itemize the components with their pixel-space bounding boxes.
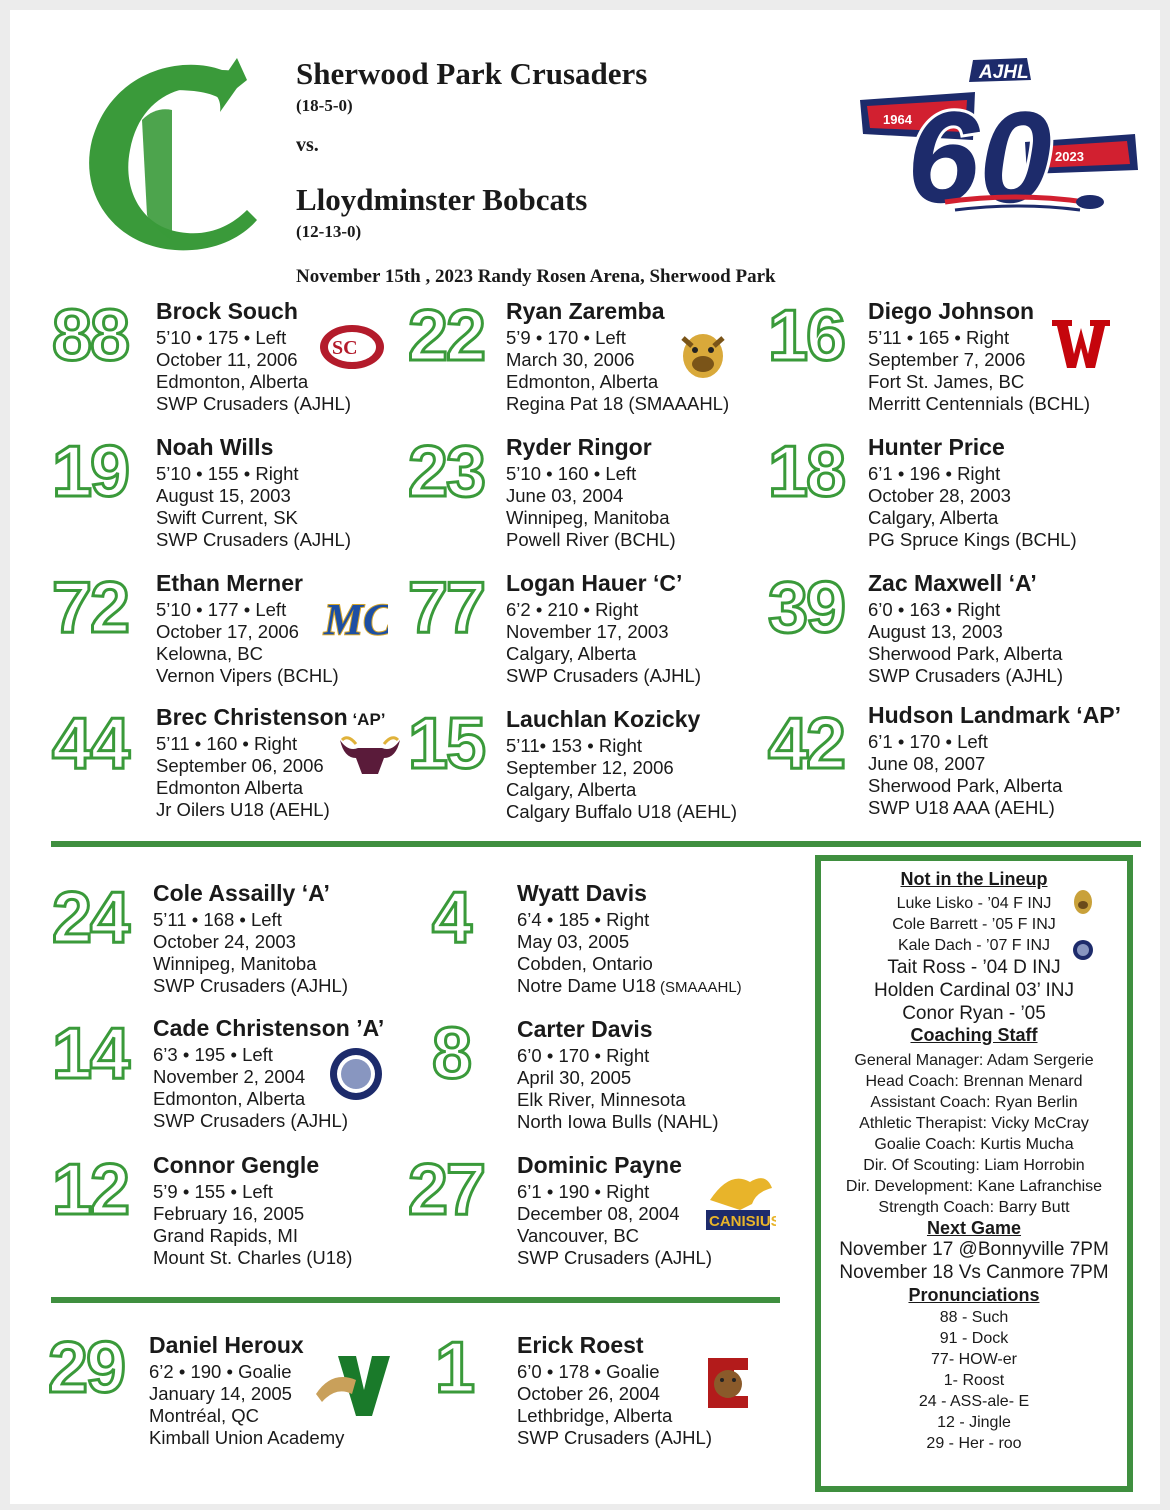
player-hometown: Calgary, Alberta bbox=[506, 779, 637, 800]
player-stats: 6’1 • 196 • Right bbox=[868, 463, 1001, 484]
player-stats: 5’11 • 168 • Left bbox=[153, 909, 282, 930]
next-game-item: November 18 Vs Canmore 7PM bbox=[839, 1262, 1109, 1283]
player-stats: 5’11 • 160 • Right bbox=[156, 733, 298, 754]
player-birthdate: December 08, 2004 bbox=[517, 1203, 680, 1224]
player-stats: 6’2 • 210 • Right bbox=[506, 599, 639, 620]
player-stats: 6’2 • 190 • Goalie bbox=[149, 1361, 292, 1382]
home-team-record: (18-5-0) bbox=[296, 96, 353, 115]
player-name: Cole Assailly ‘A’ bbox=[153, 880, 330, 906]
player-previous-team: SWP Crusaders (AJHL) bbox=[517, 1427, 712, 1448]
player-name: Diego Johnson bbox=[868, 298, 1035, 324]
coaching-staff-title: Coaching Staff bbox=[910, 1025, 1038, 1045]
ajhl-start-year: 1964 bbox=[883, 112, 912, 127]
versus-label: vs. bbox=[296, 134, 319, 156]
cornell-icon bbox=[694, 1350, 762, 1421]
player-hometown: Swift Current, SK bbox=[156, 507, 298, 528]
player-stats: 6’0 • 170 • Right bbox=[517, 1045, 650, 1066]
player-birthdate: March 30, 2006 bbox=[506, 349, 635, 370]
player-previous-team: Vernon Vipers (BCHL) bbox=[156, 665, 339, 686]
ajhl-end-year: 2023 bbox=[1055, 149, 1084, 164]
player-name: Dominic Payne bbox=[517, 1152, 682, 1178]
player-previous-team: SWP Crusaders (AJHL) bbox=[156, 529, 351, 550]
player-birthdate: February 16, 2005 bbox=[153, 1203, 305, 1224]
bulldog-icon bbox=[678, 328, 728, 387]
away-team-name: Lloydminster Bobcats bbox=[296, 182, 588, 217]
player-stats: 6’0 • 163 • Right bbox=[868, 599, 1001, 620]
player-name: Zac Maxwell ‘A’ bbox=[868, 570, 1037, 596]
player-name: Hudson Landmark ‘AP’ bbox=[868, 702, 1122, 728]
player-birthdate: October 17, 2006 bbox=[156, 621, 299, 642]
player-hometown: Winnipeg, Manitoba bbox=[506, 507, 670, 528]
player-name: Cade Christenson ’A’ bbox=[153, 1015, 385, 1041]
penn-state-mini-icon bbox=[1071, 938, 1095, 962]
player-name: Logan Hauer ‘C’ bbox=[506, 570, 683, 596]
pronunciation: 77- HOW-er bbox=[931, 1351, 1017, 1368]
pronunciation: 1- Roost bbox=[943, 1372, 1005, 1389]
player-birthdate: October 11, 2006 bbox=[156, 349, 298, 370]
player-stats: 5’10 • 160 • Left bbox=[506, 463, 637, 484]
jersey-number: 23 bbox=[408, 432, 485, 512]
player-birthdate: November 2, 2004 bbox=[153, 1066, 306, 1087]
staff-member: General Manager: Adam Sergerie bbox=[854, 1052, 1094, 1069]
goalie-divider bbox=[51, 1297, 780, 1303]
jersey-number: 12 bbox=[52, 1150, 129, 1230]
injured-player: Luke Lisko - ’04 F INJ bbox=[896, 895, 1052, 912]
injured-player: Cole Barrett - ’05 F INJ bbox=[892, 916, 1056, 933]
player-hometown: Edmonton, Alberta bbox=[506, 371, 659, 392]
player-previous-team: Merritt Centennials (BCHL) bbox=[868, 393, 1091, 414]
player-previous-team: SWP Crusaders (AJHL) bbox=[153, 975, 348, 996]
player-birthdate: November 17, 2003 bbox=[506, 621, 669, 642]
player-name: Ryan Zaremba bbox=[506, 298, 665, 324]
jersey-number: 27 bbox=[408, 1150, 485, 1230]
player-hometown: Lethbridge, Alberta bbox=[517, 1405, 673, 1426]
player-previous-team: Jr Oilers U18 (AEHL) bbox=[156, 799, 330, 820]
player-stats: 6’0 • 178 • Goalie bbox=[517, 1361, 660, 1382]
player-name: Carter Davis bbox=[517, 1016, 653, 1042]
jersey-number: 72 bbox=[52, 568, 129, 648]
staff-member: Athletic Therapist: Vicky McCray bbox=[859, 1115, 1089, 1132]
player-hometown: Vancouver, BC bbox=[517, 1225, 640, 1246]
bulldog-mini-icon bbox=[1071, 887, 1095, 917]
player-stats: 5’9 • 155 • Left bbox=[153, 1181, 273, 1202]
canisius-icon bbox=[700, 1170, 776, 1245]
svg-text:SC: SC bbox=[332, 337, 358, 359]
staff-member: Strength Coach: Barry Butt bbox=[878, 1199, 1070, 1216]
player-hometown: Sherwood Park, Alberta bbox=[868, 643, 1063, 664]
jersey-number: 44 bbox=[52, 704, 129, 784]
jersey-number: 16 bbox=[768, 296, 845, 376]
player-stats: 6’3 • 195 • Left bbox=[153, 1044, 273, 1065]
jersey-number: 4 bbox=[432, 878, 471, 958]
wisconsin-icon bbox=[1050, 316, 1112, 377]
jersey-number: 24 bbox=[52, 878, 129, 958]
player-previous-team: Mount St. Charles (U18) bbox=[153, 1247, 353, 1268]
player-stats: 5’9 • 170 • Left bbox=[506, 327, 626, 348]
player-previous-team: Kimball Union Academy bbox=[149, 1427, 345, 1448]
player-birthdate: August 13, 2003 bbox=[868, 621, 1003, 642]
player-previous-team: Powell River (BCHL) bbox=[506, 529, 676, 550]
ajhl-brand: AJHL bbox=[979, 62, 1029, 83]
player-previous-team: PG Spruce Kings (BCHL) bbox=[868, 529, 1077, 550]
jersey-number: 42 bbox=[768, 704, 845, 784]
player-stats: 5’10 • 155 • Right bbox=[156, 463, 299, 484]
jersey-number: 19 bbox=[52, 432, 129, 512]
staff-member: Assistant Coach: Ryan Berlin bbox=[870, 1094, 1078, 1111]
player-stats: 6’1 • 190 • Right bbox=[517, 1181, 650, 1202]
next-game-title: Next Game bbox=[926, 1218, 1022, 1238]
player-previous-team: SWP Crusaders (AJHL) bbox=[868, 665, 1063, 686]
player-hometown: Edmonton Alberta bbox=[156, 777, 304, 798]
vermont-icon bbox=[312, 1350, 392, 1425]
svg-text:MC: MC bbox=[324, 595, 388, 642]
player-hometown: Montréal, QC bbox=[149, 1405, 260, 1426]
player-hometown: Edmonton, Alberta bbox=[156, 371, 309, 392]
jersey-number: 1 bbox=[435, 1328, 474, 1408]
staff-member: Head Coach: Brennan Menard bbox=[865, 1073, 1083, 1090]
jersey-number: 8 bbox=[432, 1014, 471, 1094]
player-name: Brec Christenson ‘AP’ bbox=[156, 704, 386, 730]
jersey-number: 22 bbox=[408, 296, 485, 376]
player-hometown: Kelowna, BC bbox=[156, 643, 263, 664]
player-previous-team: SWP U18 AAA (AEHL) bbox=[868, 797, 1055, 818]
pronunciation: 12 - Jingle bbox=[937, 1414, 1011, 1431]
jersey-number: 77 bbox=[408, 568, 485, 648]
player-previous-team: Calgary Buffalo U18 (AEHL) bbox=[506, 801, 738, 822]
injured-player: Tait Ross - ’04 D INJ bbox=[887, 957, 1061, 978]
pronunciation: 91 - Dock bbox=[939, 1330, 1009, 1347]
player-stats: 6’4 • 185 • Right bbox=[517, 909, 650, 930]
player-previous-team: Regina Pat 18 (SMAAAHL) bbox=[506, 393, 730, 414]
section-divider bbox=[51, 841, 1141, 847]
lineup-sheet bbox=[10, 10, 1160, 1504]
jersey-number: 14 bbox=[52, 1014, 129, 1094]
player-birthdate: January 14, 2005 bbox=[149, 1383, 292, 1404]
player-stats: 6’1 • 170 • Left bbox=[868, 731, 988, 752]
pronunciation: 24 - ASS-ale- E bbox=[918, 1393, 1030, 1410]
jersey-number: 18 bbox=[768, 432, 845, 512]
player-previous-team: SWP Crusaders (AJHL) bbox=[153, 1110, 348, 1131]
player-name: Ryder Ringor bbox=[506, 434, 652, 460]
crusaders-c-logo bbox=[72, 50, 272, 260]
pronunciation: 29 - Her - roo bbox=[926, 1435, 1022, 1452]
player-hometown: Fort St. James, BC bbox=[868, 371, 1025, 392]
st-cloud-icon bbox=[318, 322, 386, 377]
player-hometown: Sherwood Park, Alberta bbox=[868, 775, 1063, 796]
player-stats: 5’10 • 175 • Left bbox=[156, 327, 287, 348]
player-stats: 5’11• 153 • Right bbox=[506, 735, 643, 756]
ajhl-sixty: 60 bbox=[907, 84, 1052, 222]
staff-member: Goalie Coach: Kurtis Mucha bbox=[874, 1136, 1074, 1153]
injured-player: Holden Cardinal 03’ INJ bbox=[874, 980, 1074, 1001]
player-birthdate: August 15, 2003 bbox=[156, 485, 291, 506]
jersey-number: 88 bbox=[52, 296, 129, 376]
player-hometown: Elk River, Minnesota bbox=[517, 1089, 686, 1110]
player-previous-team: North Iowa Bulls (NAHL) bbox=[517, 1111, 719, 1132]
staff-member: Dir. Of Scouting: Liam Horrobin bbox=[863, 1157, 1085, 1174]
not-in-lineup-title: Not in the Lineup bbox=[900, 869, 1048, 889]
player-name: Noah Wills bbox=[156, 434, 274, 460]
svg-text:CANISIUS: CANISIUS bbox=[709, 1213, 776, 1230]
player-hometown: Edmonton, Alberta bbox=[153, 1088, 306, 1109]
injured-player: Conor Ryan - ’05 bbox=[902, 1003, 1046, 1024]
player-previous-team: SWP Crusaders (AJHL) bbox=[517, 1247, 712, 1268]
player-birthdate: June 03, 2004 bbox=[506, 485, 624, 506]
player-name: Ethan Merner bbox=[156, 570, 303, 596]
player-birthdate: June 08, 2007 bbox=[868, 753, 986, 774]
player-name: Erick Roest bbox=[517, 1332, 644, 1358]
next-game-item: November 17 @Bonnyville 7PM bbox=[839, 1239, 1109, 1260]
away-team-record: (12-13-0) bbox=[296, 222, 362, 241]
pronunciations-title: Pronunciations bbox=[908, 1285, 1040, 1305]
game-info: November 15th , 2023 Randy Rosen Arena, Sherwood Park bbox=[296, 266, 776, 287]
penn-state-icon bbox=[328, 1046, 384, 1107]
player-birthdate: September 12, 2006 bbox=[506, 757, 674, 778]
player-birthdate: October 24, 2003 bbox=[153, 931, 296, 952]
player-name: Wyatt Davis bbox=[517, 880, 647, 906]
player-birthdate: September 7, 2006 bbox=[868, 349, 1026, 370]
player-name: Lauchlan Kozicky bbox=[506, 706, 701, 732]
player-hometown: Grand Rapids, MI bbox=[153, 1225, 298, 1246]
player-stats: 5’10 • 177 • Left bbox=[156, 599, 287, 620]
player-birthdate: April 30, 2005 bbox=[517, 1067, 632, 1088]
player-role-tag: ‘AP’ bbox=[347, 710, 386, 729]
player-name: Connor Gengle bbox=[153, 1152, 320, 1178]
player-hometown: Cobden, Ontario bbox=[517, 953, 653, 974]
jersey-number: 15 bbox=[408, 704, 485, 784]
player-birthdate: October 28, 2003 bbox=[868, 485, 1011, 506]
player-birthdate: May 03, 2005 bbox=[517, 931, 630, 952]
player-name: Brock Souch bbox=[156, 298, 298, 324]
mc-icon bbox=[322, 592, 388, 647]
player-name: Daniel Heroux bbox=[149, 1332, 304, 1358]
injured-player: Kale Dach - ’07 F INJ bbox=[897, 937, 1051, 954]
ajhl-60-logo bbox=[855, 52, 1140, 222]
player-previous-team: Notre Dame U18 (SMAAAHL) bbox=[517, 975, 742, 996]
player-birthdate: October 26, 2004 bbox=[517, 1383, 660, 1404]
player-stats: 5’11 • 165 • Right bbox=[868, 327, 1010, 348]
player-name: Hunter Price bbox=[868, 434, 1005, 460]
info-sidebar bbox=[815, 855, 1133, 1492]
player-birthdate: September 06, 2006 bbox=[156, 755, 324, 776]
staff-member: Dir. Development: Kane Lafranchise bbox=[845, 1178, 1103, 1195]
player-hometown: Calgary, Alberta bbox=[868, 507, 999, 528]
home-team-name: Sherwood Park Crusaders bbox=[296, 56, 648, 91]
player-previous-team: SWP Crusaders (AJHL) bbox=[156, 393, 351, 414]
bull-icon bbox=[338, 730, 402, 783]
pronunciation: 88 - Such bbox=[939, 1309, 1009, 1326]
jersey-number: 39 bbox=[768, 568, 845, 648]
jersey-number: 29 bbox=[48, 1328, 125, 1408]
league-abbrev: (SMAAAHL) bbox=[655, 979, 742, 996]
player-hometown: Winnipeg, Manitoba bbox=[153, 953, 317, 974]
player-hometown: Calgary, Alberta bbox=[506, 643, 637, 664]
player-previous-team: SWP Crusaders (AJHL) bbox=[506, 665, 701, 686]
